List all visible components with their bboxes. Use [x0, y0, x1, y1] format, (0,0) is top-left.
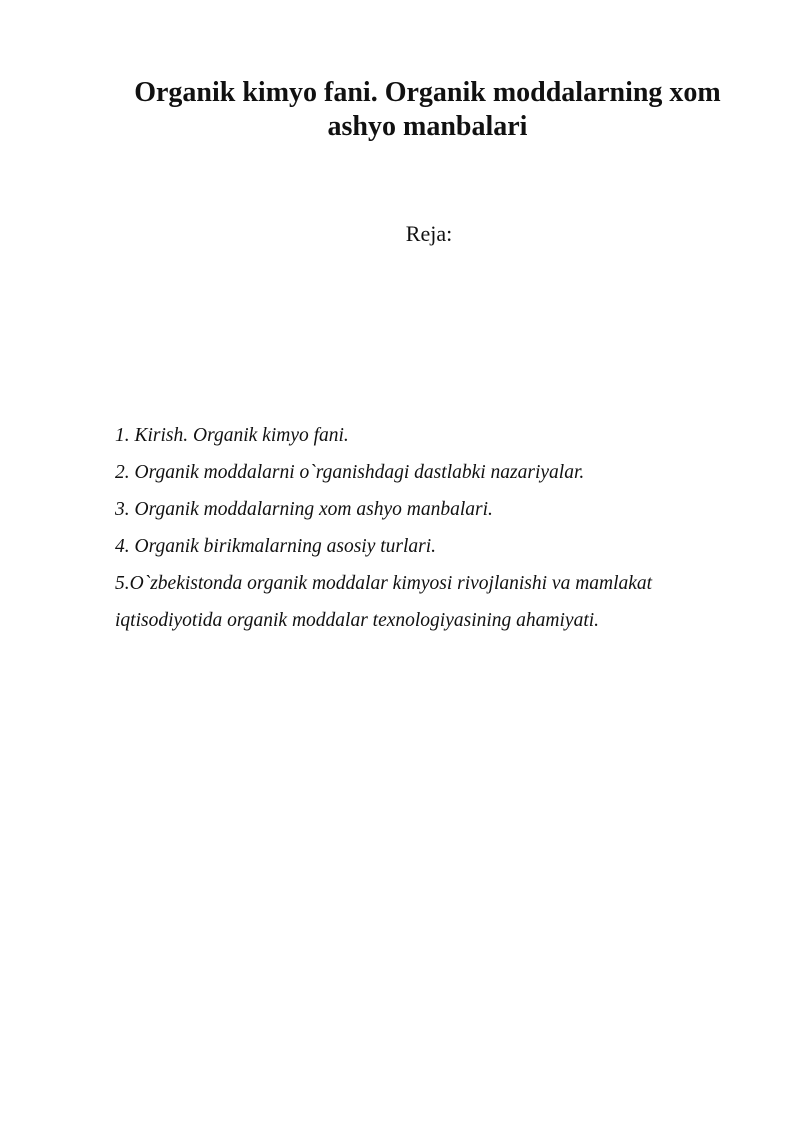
page-title-line-1: Organik kimyo fani. Organik moddalarning xom	[134, 77, 721, 108]
plan-item: 1. Kirish. Organik kimyo fani.	[115, 425, 349, 446]
plan-heading: Reja:	[405, 221, 453, 246]
plan-item: 2. Organik moddalarni o`rganishdagi dastlabki nazariyalar.	[115, 462, 585, 483]
page-title	[95, 76, 760, 144]
plan-list	[115, 417, 735, 639]
plan-item-continuation: iqtisodiyotida organik moddalar texnologiyasining ahamiyati.	[115, 610, 600, 631]
page-title-line-2: ashyo manbalari	[327, 111, 528, 142]
plan-item: 5.O`zbekistonda organik moddalar kimyosi rivojlanishi va mamlakat	[115, 573, 653, 594]
plan-item: 3. Organik moddalarning xom ashyo manbalari.	[115, 499, 493, 520]
plan-item: 4. Organik birikmalarning asosiy turlari.	[115, 536, 437, 557]
